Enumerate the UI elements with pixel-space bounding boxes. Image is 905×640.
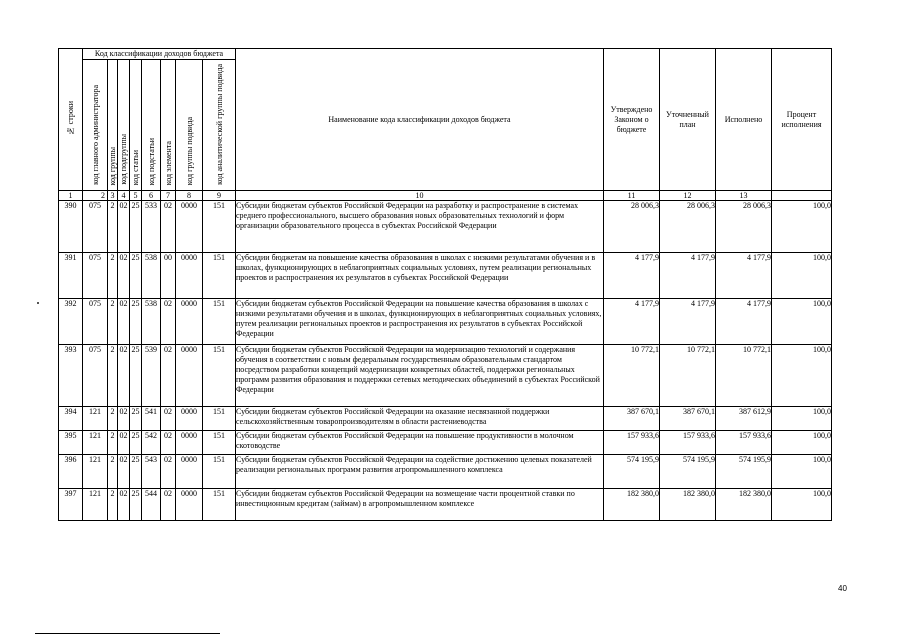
row-number: 396 bbox=[59, 455, 83, 489]
approved-amount: 157 933,6 bbox=[604, 431, 660, 455]
admin-code: 075 bbox=[83, 253, 108, 299]
analytic-code: 151 bbox=[203, 299, 236, 345]
element-code: 02 bbox=[161, 345, 176, 407]
article-code: 25 bbox=[130, 299, 142, 345]
analytic-code: 151 bbox=[203, 455, 236, 489]
group-code: 2 bbox=[108, 345, 118, 407]
code-header-subarticle: код подстатьи bbox=[142, 60, 161, 191]
revised-header: Уточненный план bbox=[660, 49, 716, 191]
execution-percent: 100,0 bbox=[772, 345, 832, 407]
footer-divider bbox=[35, 633, 220, 634]
subgroup-code: 02 bbox=[118, 299, 130, 345]
table-row bbox=[59, 431, 832, 455]
table-row bbox=[59, 489, 832, 521]
execution-percent: 100,0 bbox=[772, 431, 832, 455]
column-number: 11 bbox=[604, 191, 660, 201]
approved-amount: 182 380,0 bbox=[604, 489, 660, 521]
revenue-name: Субсидии бюджетам субъектов Российской Федерации на содействие достижению целевых показателей реализации региональных программ развития агропромышленного комплекса bbox=[236, 455, 604, 489]
classification-group-header: Код классификации доходов бюджета bbox=[83, 49, 236, 60]
subarticle-code: 543 bbox=[142, 455, 161, 489]
subgroup-code: 02 bbox=[118, 455, 130, 489]
revised-amount: 4 177,9 bbox=[660, 299, 716, 345]
group-code: 2 bbox=[108, 253, 118, 299]
analytic-code: 151 bbox=[203, 407, 236, 431]
article-code: 25 bbox=[130, 201, 142, 253]
analytic-code: 151 bbox=[203, 253, 236, 299]
subgroup-code: 02 bbox=[118, 201, 130, 253]
row-number: 397 bbox=[59, 489, 83, 521]
code-header-admin: код главного администратора bbox=[83, 60, 108, 191]
subtype-code: 0000 bbox=[176, 299, 203, 345]
execution-percent: 100,0 bbox=[772, 489, 832, 521]
admin-code: 121 bbox=[83, 455, 108, 489]
revenue-name: Субсидии бюджетам субъектов Российской Федерации на возмещение части процентной ставки по инвестиционным кредитам (займам) в агропромышленном комплексе bbox=[236, 489, 604, 521]
analytic-code: 151 bbox=[203, 201, 236, 253]
page-number: 40 bbox=[838, 584, 847, 593]
column-number: 9 bbox=[203, 191, 236, 201]
revised-amount: 157 933,6 bbox=[660, 431, 716, 455]
admin-code: 075 bbox=[83, 299, 108, 345]
column-number: 4 bbox=[118, 191, 130, 201]
approved-amount: 28 006,3 bbox=[604, 201, 660, 253]
table-row bbox=[59, 299, 832, 345]
article-code: 25 bbox=[130, 489, 142, 521]
code-header-subtype: код группы подвида bbox=[176, 60, 203, 191]
group-code: 2 bbox=[108, 431, 118, 455]
code-header-element: код элемента bbox=[161, 60, 176, 191]
executed-amount: 28 006,3 bbox=[716, 201, 772, 253]
revised-amount: 4 177,9 bbox=[660, 253, 716, 299]
approved-amount: 574 195,9 bbox=[604, 455, 660, 489]
revised-amount: 28 006,3 bbox=[660, 201, 716, 253]
row-number-header: № строки bbox=[59, 49, 83, 191]
subarticle-code: 541 bbox=[142, 407, 161, 431]
subtype-code: 0000 bbox=[176, 455, 203, 489]
code-header-analytic: код аналитической группы подвида bbox=[203, 60, 236, 191]
percent-header: Процент исполнения bbox=[772, 49, 832, 191]
executed-amount: 387 612,9 bbox=[716, 407, 772, 431]
admin-code: 121 bbox=[83, 489, 108, 521]
article-code: 25 bbox=[130, 455, 142, 489]
row-number: 394 bbox=[59, 407, 83, 431]
article-code: 25 bbox=[130, 253, 142, 299]
group-code: 2 bbox=[108, 455, 118, 489]
subtype-code: 0000 bbox=[176, 407, 203, 431]
admin-code: 121 bbox=[83, 431, 108, 455]
element-code: 02 bbox=[161, 299, 176, 345]
approved-amount: 10 772,1 bbox=[604, 345, 660, 407]
execution-percent: 100,0 bbox=[772, 201, 832, 253]
table-row bbox=[59, 455, 832, 489]
article-code: 25 bbox=[130, 407, 142, 431]
revised-amount: 182 380,0 bbox=[660, 489, 716, 521]
analytic-code: 151 bbox=[203, 431, 236, 455]
column-number: 10 bbox=[236, 191, 604, 201]
element-code: 02 bbox=[161, 201, 176, 253]
column-number: 8 bbox=[176, 191, 203, 201]
row-number: 392 bbox=[59, 299, 83, 345]
revised-amount: 574 195,9 bbox=[660, 455, 716, 489]
article-code: 25 bbox=[130, 345, 142, 407]
executed-amount: 4 177,9 bbox=[716, 299, 772, 345]
group-code: 2 bbox=[108, 407, 118, 431]
column-numbers-row bbox=[59, 191, 832, 201]
executed-amount: 574 195,9 bbox=[716, 455, 772, 489]
element-code: 02 bbox=[161, 407, 176, 431]
article-code: 25 bbox=[130, 431, 142, 455]
subarticle-code: 539 bbox=[142, 345, 161, 407]
executed-amount: 157 933,6 bbox=[716, 431, 772, 455]
analytic-code: 151 bbox=[203, 345, 236, 407]
group-code: 2 bbox=[108, 299, 118, 345]
column-number: 1 bbox=[59, 191, 83, 201]
row-number: 395 bbox=[59, 431, 83, 455]
element-code: 00 bbox=[161, 253, 176, 299]
execution-percent: 100,0 bbox=[772, 407, 832, 431]
column-number: 5 bbox=[130, 191, 142, 201]
executed-header: Исполнено bbox=[716, 49, 772, 191]
group-code: 2 bbox=[108, 201, 118, 253]
revenue-name: Субсидии бюджетам на повышение качества образования в школах с низкими результатами обучения и в школах, функционирующих в неблагоприятных социальных условиях, путем реализации региональных проектов и распространения их результатов в субъектах Российской Федерации bbox=[236, 253, 604, 299]
code-header-subgroup: код подгруппы bbox=[118, 60, 130, 191]
subtype-code: 0000 bbox=[176, 431, 203, 455]
approved-amount: 387 670,1 bbox=[604, 407, 660, 431]
table-row bbox=[59, 253, 832, 299]
admin-code: 121 bbox=[83, 407, 108, 431]
executed-amount: 182 380,0 bbox=[716, 489, 772, 521]
column-number bbox=[772, 191, 832, 201]
approved-amount: 4 177,9 bbox=[604, 253, 660, 299]
revised-amount: 387 670,1 bbox=[660, 407, 716, 431]
row-number: 390 bbox=[59, 201, 83, 253]
group-code: 2 bbox=[108, 489, 118, 521]
revenue-name: Субсидии бюджетам субъектов Российской Федерации на разработку и распространение в системах среднего профессионального, высшего образования новых образовательных технологий и форм организации образовательного процесса в субъектах Российской Федерации bbox=[236, 201, 604, 253]
execution-percent: 100,0 bbox=[772, 455, 832, 489]
analytic-code: 151 bbox=[203, 489, 236, 521]
subgroup-code: 02 bbox=[118, 489, 130, 521]
column-number: 2 bbox=[83, 191, 108, 201]
element-code: 02 bbox=[161, 431, 176, 455]
code-header-article: код статьи bbox=[130, 60, 142, 191]
budget-revenue-table bbox=[58, 48, 832, 521]
table-row bbox=[59, 201, 832, 253]
execution-percent: 100,0 bbox=[772, 299, 832, 345]
approved-amount: 4 177,9 bbox=[604, 299, 660, 345]
table-row bbox=[59, 345, 832, 407]
column-number: 12 bbox=[660, 191, 716, 201]
execution-percent: 100,0 bbox=[772, 253, 832, 299]
subarticle-code: 542 bbox=[142, 431, 161, 455]
revenue-name: Субсидии бюджетам субъектов Российской Федерации на модернизацию технологий и содержания обучения в соответствии с новым федеральным государственным образовательным стандартом посредством разработки концепций модернизации конкретных областей, поддержки региональных программ развития образования и поддержки сетевых методических объединений в субъектах Российской Федерации bbox=[236, 345, 604, 407]
subarticle-code: 538 bbox=[142, 253, 161, 299]
approved-header: Утверждено Законом о бюджете bbox=[604, 49, 660, 191]
revenue-name: Субсидии бюджетам субъектов Российской Федерации на повышение качества образования в школах с низкими результатами обучения и в школах, функционирующих в неблагоприятных социальных условиях, путем реализации региональных проектов и распространения их результатов в субъектах Российской Федерации bbox=[236, 299, 604, 345]
element-code: 02 bbox=[161, 455, 176, 489]
executed-amount: 10 772,1 bbox=[716, 345, 772, 407]
subgroup-code: 02 bbox=[118, 345, 130, 407]
subgroup-code: 02 bbox=[118, 253, 130, 299]
column-number: 3 bbox=[108, 191, 118, 201]
subtype-code: 0000 bbox=[176, 489, 203, 521]
margin-mark bbox=[37, 302, 39, 304]
revised-amount: 10 772,1 bbox=[660, 345, 716, 407]
row-number: 393 bbox=[59, 345, 83, 407]
revenue-name: Субсидии бюджетам субъектов Российской Федерации на оказание несвязанной поддержки сельскохозяйственным товаропроизводителям в области растениеводства bbox=[236, 407, 604, 431]
column-number: 13 bbox=[716, 191, 772, 201]
subtype-code: 0000 bbox=[176, 201, 203, 253]
executed-amount: 4 177,9 bbox=[716, 253, 772, 299]
subarticle-code: 544 bbox=[142, 489, 161, 521]
admin-code: 075 bbox=[83, 345, 108, 407]
subtype-code: 0000 bbox=[176, 253, 203, 299]
column-number: 7 bbox=[161, 191, 176, 201]
subgroup-code: 02 bbox=[118, 431, 130, 455]
row-number: 391 bbox=[59, 253, 83, 299]
name-header: Наименование кода классификации доходов бюджета bbox=[236, 49, 604, 191]
code-header-group: код группы bbox=[108, 60, 118, 191]
subgroup-code: 02 bbox=[118, 407, 130, 431]
subtype-code: 0000 bbox=[176, 345, 203, 407]
element-code: 02 bbox=[161, 489, 176, 521]
revenue-name: Субсидии бюджетам субъектов Российской Федерации на повышение продуктивности в молочном скотоводстве bbox=[236, 431, 604, 455]
subarticle-code: 533 bbox=[142, 201, 161, 253]
column-number: 6 bbox=[142, 191, 161, 201]
admin-code: 075 bbox=[83, 201, 108, 253]
subarticle-code: 538 bbox=[142, 299, 161, 345]
table-row bbox=[59, 407, 832, 431]
